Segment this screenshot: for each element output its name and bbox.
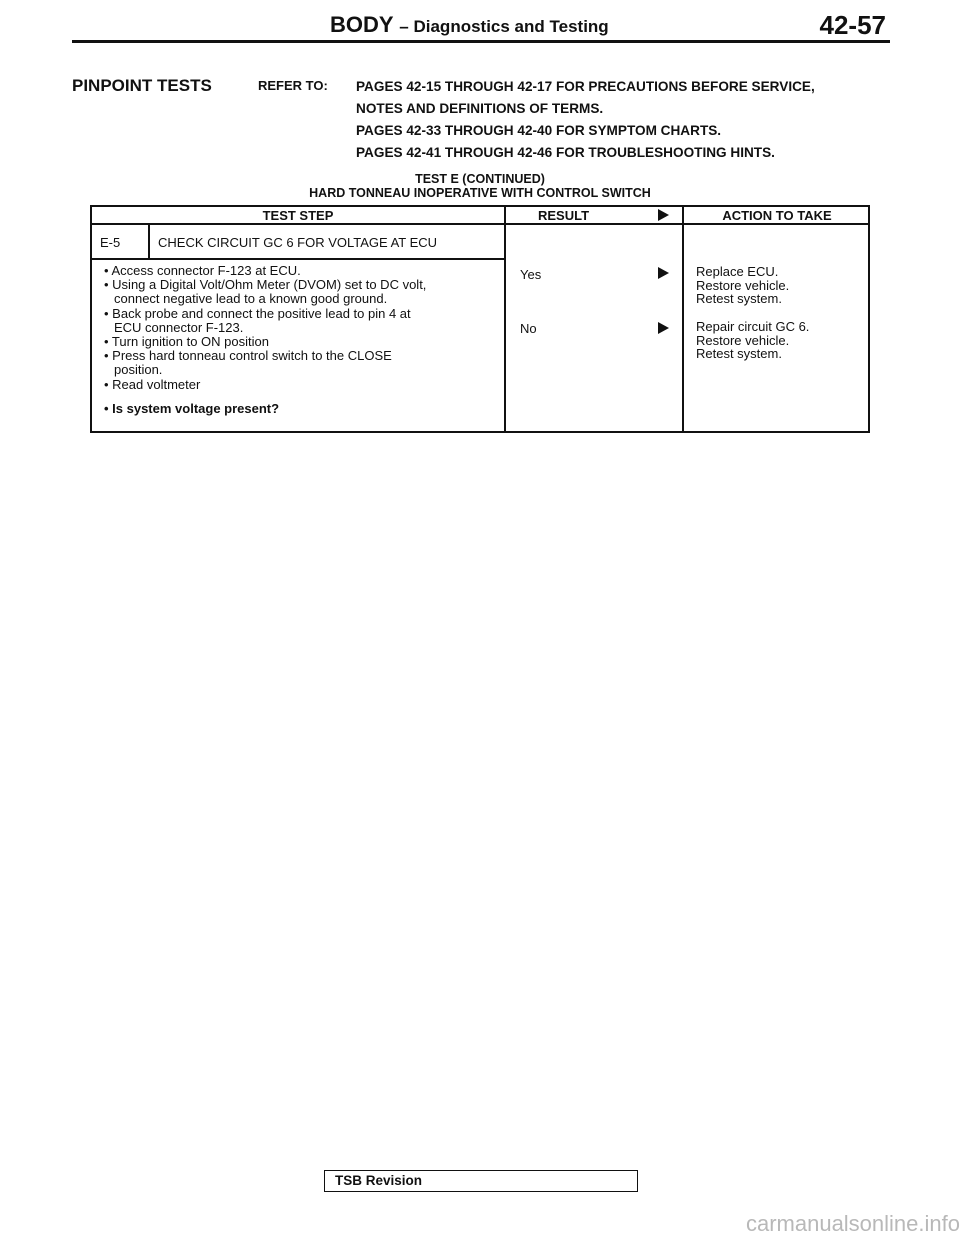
diagnostic-table — [90, 205, 870, 433]
result-arrow-icon — [658, 322, 669, 334]
refer-line: NOTES AND DEFINITIONS OF TERMS. — [356, 101, 604, 116]
header-title — [330, 12, 609, 38]
step-line: ECU connector F-123. — [114, 319, 244, 335]
step-id: E-5 — [100, 235, 121, 250]
header-row-divider — [92, 223, 868, 225]
action-yes — [696, 265, 789, 306]
tsb-revision-box: TSB Revision — [324, 1170, 638, 1192]
refer-to-lines — [356, 76, 815, 164]
header-test-step: TEST STEP — [262, 208, 334, 223]
action-line: Replace ECU. — [696, 264, 779, 279]
step-line: • Turn ignition to ON position — [104, 334, 269, 350]
column-divider — [682, 207, 684, 431]
header-action: ACTION TO TAKE — [722, 208, 832, 223]
step-line: • Press hard tonneau control switch to the CLOSE — [104, 348, 392, 364]
test-title-line2: HARD TONNEAU INOPERATIVE WITH CONTROL SWITCH — [309, 186, 651, 200]
refer-line: PAGES 42-33 THROUGH 42-40 FOR SYMPTOM CHARTS. — [356, 123, 722, 138]
header-result: RESULT — [538, 208, 590, 223]
step-title: CHECK CIRCUIT GC 6 FOR VOLTAGE AT ECU — [158, 235, 438, 250]
column-divider — [504, 207, 506, 431]
step-question: • Is system voltage present? — [104, 400, 280, 416]
action-line: Restore vehicle. — [696, 332, 790, 348]
action-line: Restore vehicle. — [696, 277, 790, 293]
result-yes: Yes — [520, 267, 542, 282]
result-arrow-icon — [658, 209, 669, 221]
refer-line: PAGES 42-15 THROUGH 42-17 FOR PRECAUTIONS BEFORE SERVICE, — [356, 79, 815, 94]
test-title — [0, 172, 960, 200]
step-line: • Access connector F-123 at ECU. — [104, 263, 301, 278]
header-divider — [72, 40, 890, 43]
step-line: connect negative lead to a known good ground. — [114, 291, 388, 307]
watermark: carmanualsonline.info — [745, 1211, 960, 1236]
action-line: Retest system. — [696, 346, 782, 361]
action-no — [696, 320, 809, 361]
header-title-sub: – Diagnostics and Testing — [399, 17, 609, 36]
result-no: No — [520, 321, 537, 336]
step-instructions — [104, 264, 426, 416]
step-line: • Read voltmeter — [104, 376, 201, 392]
test-title-line1: TEST E (CONTINUED) — [415, 172, 545, 186]
page-number: 42-57 — [819, 10, 886, 40]
step-id-divider — [148, 223, 150, 258]
header-title-main: BODY — [330, 12, 394, 37]
result-arrow-icon — [658, 267, 669, 279]
step-line: position. — [114, 362, 163, 378]
refer-line: PAGES 42-41 THROUGH 42-46 FOR TROUBLESHOOTING HINTS. — [356, 145, 775, 160]
action-line: Retest system. — [696, 291, 782, 306]
pinpoint-tests-label: PINPOINT TESTS — [72, 76, 212, 95]
step-line: • Back probe and connect the positive lead to pin 4 at — [104, 305, 411, 321]
refer-to-label: REFER TO: — [258, 78, 328, 93]
step-line: • Using a Digital Volt/Ohm Meter (DVOM) set to DC volt, — [104, 277, 427, 293]
action-line: Repair circuit GC 6. — [696, 319, 810, 334]
step-title-divider — [92, 258, 504, 260]
